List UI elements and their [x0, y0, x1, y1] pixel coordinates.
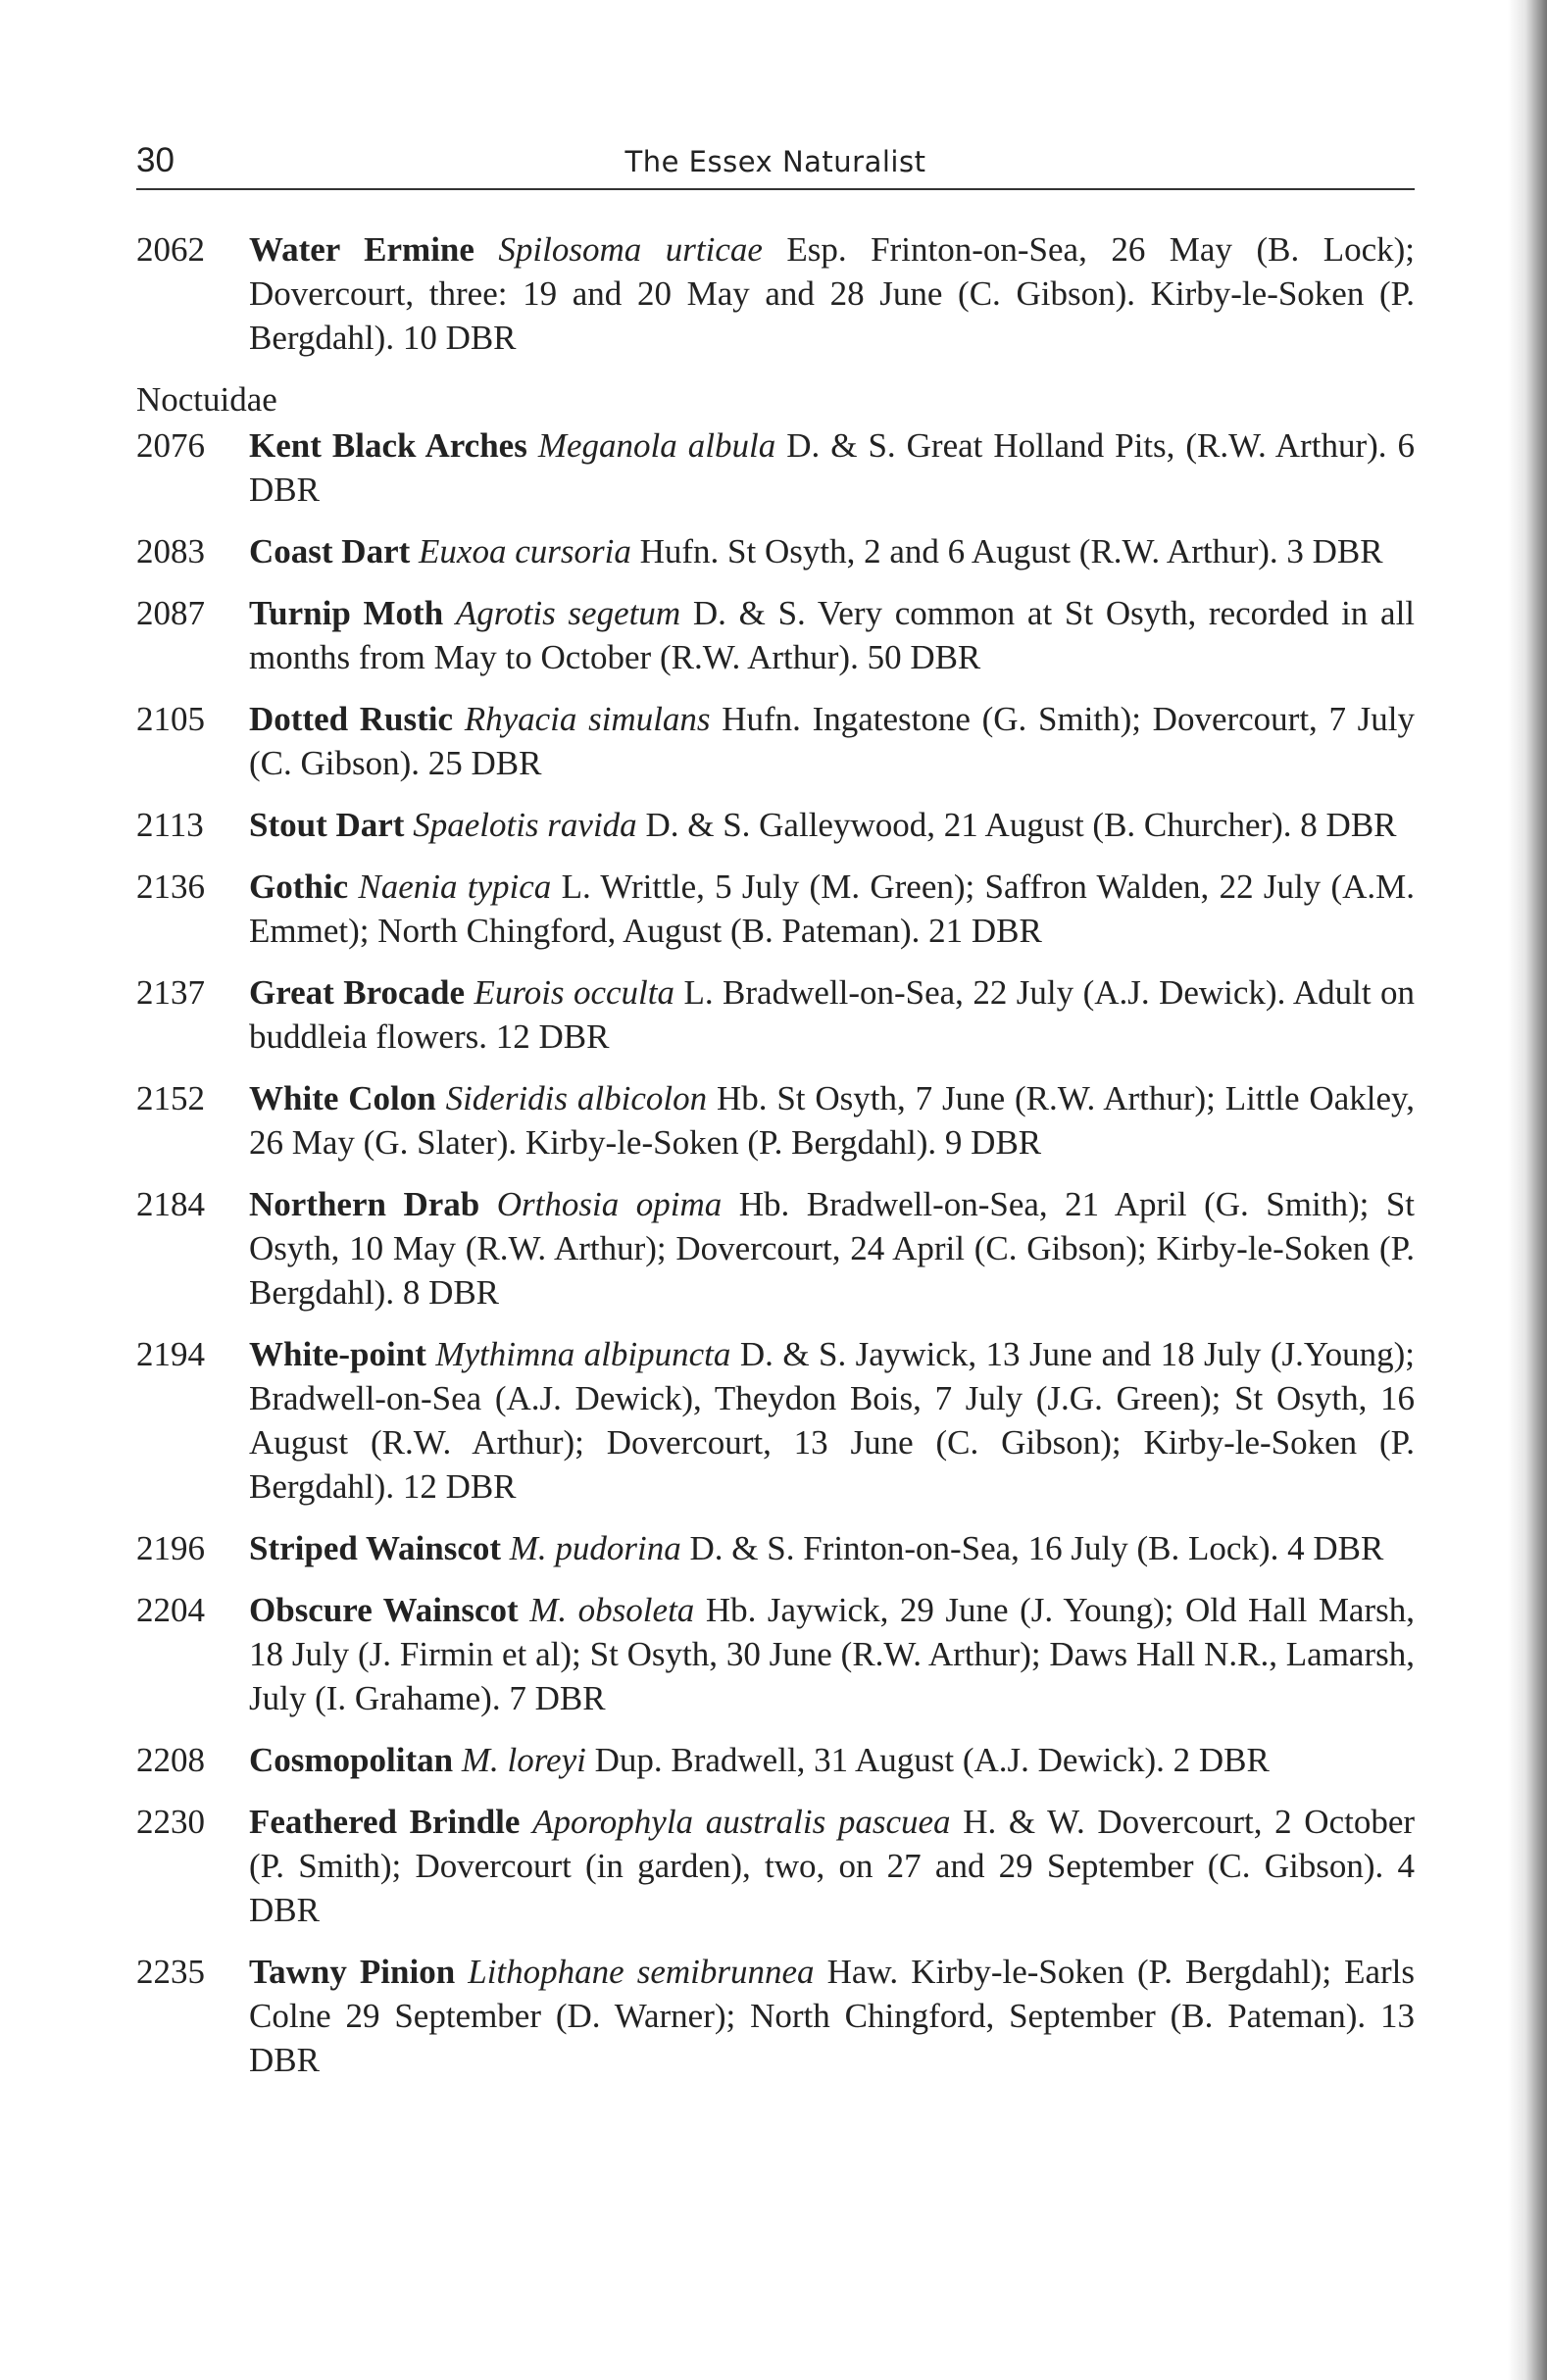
- species-entry: [136, 865, 1415, 953]
- common-name: Obscure Wainscot: [249, 1591, 519, 1629]
- page-edge-shadow: [1508, 0, 1547, 2380]
- entry-number: 2087: [136, 594, 205, 632]
- common-name: Water Ermine: [249, 230, 474, 269]
- entry-number: 2137: [136, 973, 205, 1012]
- page-body: [136, 227, 1415, 2100]
- scientific-name: Agrotis segetum: [455, 594, 681, 632]
- entry-text: [249, 591, 1415, 679]
- entry-number: 2105: [136, 700, 205, 738]
- scientific-name: M. obsoleta: [529, 1591, 695, 1629]
- common-name: Northern Drab: [249, 1185, 480, 1223]
- entry-text: [249, 1182, 1415, 1314]
- record-details: L. Bradwell-on-Sea, 22 July (A.J. Dewick). Adult on buddleia flowers. 12 DBR: [249, 973, 1416, 1056]
- record-details: D. & S. Jaywick, 13 June and 18 July (J.Young); Bradwell-on-Sea (A.J. Dewick), Theydon Bois, 7 July (J.G. Green); St Osyth, 16 August (R.W. Arthur); Dovercourt, 13 June (C. Gibson); Kirby-le-Soken (P. Bergdahl). 12 DBR: [249, 1335, 1416, 1506]
- entry-text: [249, 1738, 1415, 1782]
- entry-text: [249, 423, 1415, 512]
- record-details: Hufn. Ingatestone (G. Smith); Dovercourt, 7 July (C. Gibson). 25 DBR: [249, 700, 1416, 782]
- record-details: D. & S. Frinton-on-Sea, 16 July (B. Lock). 4 DBR: [689, 1529, 1384, 1567]
- record-details: Hb. Jaywick, 29 June (J. Young); Old Hall Marsh, 18 July (J. Firmin et al); St Osyth, 30 June (R.W. Arthur); Daws Hall N.R., Lamarsh, July (I. Grahame). 7 DBR: [249, 1591, 1415, 1717]
- entry-text: [249, 1076, 1415, 1165]
- species-entry: [136, 529, 1415, 573]
- scientific-name: Orthosia opima: [496, 1185, 723, 1223]
- entry-number: 2194: [136, 1335, 205, 1373]
- entry-number: 2136: [136, 868, 205, 906]
- record-details: Hb. St Osyth, 7 June (R.W. Arthur); Little Oakley, 26 May (G. Slater). Kirby-le-Soken (P. Bergdahl). 9 DBR: [249, 1079, 1415, 1162]
- entry-number: 2113: [136, 806, 204, 844]
- species-entry: [136, 970, 1415, 1059]
- entry-number: 2083: [136, 532, 205, 570]
- common-name: Dotted Rustic: [249, 700, 454, 738]
- species-entry: [136, 423, 1415, 512]
- entry-text: [249, 970, 1415, 1059]
- scientific-name: Naenia typica: [358, 868, 552, 906]
- scientific-name: Lithophane semibrunnea: [468, 1953, 815, 1991]
- scientific-name: Euxoa cursoria: [419, 532, 631, 570]
- scientific-name: Aporophyla australis pascuea: [532, 1803, 951, 1841]
- record-details: D. & S. Very common at St Osyth, recorded in all months from May to October (R.W. Arthur). 50 DBR: [249, 594, 1416, 676]
- common-name: White Colon: [249, 1079, 436, 1117]
- scientific-name: Mythimna albipuncta: [435, 1335, 731, 1373]
- species-entry: [136, 1526, 1415, 1570]
- common-name: Tawny Pinion: [249, 1953, 456, 1991]
- record-details: Dup. Bradwell, 31 August (A.J. Dewick). 2 DBR: [594, 1741, 1270, 1779]
- record-details: D. & S. Great Holland Pits, (R.W. Arthur). 6 DBR: [249, 426, 1415, 509]
- common-name: Gothic: [249, 868, 349, 906]
- record-details: L. Writtle, 5 July (M. Green); Saffron Walden, 22 July (A.M. Emmet); North Chingford, August (B. Pateman). 21 DBR: [249, 868, 1416, 950]
- common-name: Cosmopolitan: [249, 1741, 454, 1779]
- entry-text: [249, 227, 1415, 360]
- species-entry: [136, 1950, 1415, 2082]
- species-entry: [136, 697, 1415, 785]
- page-header: [136, 137, 1415, 190]
- species-entry: [136, 1182, 1415, 1314]
- entry-number: 2235: [136, 1953, 205, 1991]
- entry-number: 2196: [136, 1529, 205, 1567]
- entry-number: 2230: [136, 1803, 205, 1841]
- species-entry: [136, 1332, 1415, 1509]
- species-entry: [136, 591, 1415, 679]
- common-name: White-point: [249, 1335, 426, 1373]
- species-entry: [136, 1738, 1415, 1782]
- entry-number: 2062: [136, 230, 205, 269]
- entry-text: [249, 1800, 1415, 1932]
- entry-text: [249, 697, 1415, 785]
- common-name: Coast Dart: [249, 532, 411, 570]
- scientific-name: Rhyacia simulans: [464, 700, 711, 738]
- entry-number: 2152: [136, 1079, 205, 1117]
- common-name: Great Brocade: [249, 973, 466, 1012]
- entry-text: [249, 529, 1415, 573]
- entry-text: [249, 865, 1415, 953]
- entry-text: [249, 1526, 1415, 1570]
- entry-text: [249, 1332, 1415, 1509]
- scientific-name: Spaelotis ravida: [413, 806, 637, 844]
- scientific-name: M. pudorina: [509, 1529, 681, 1567]
- common-name: Kent Black Arches: [249, 426, 527, 465]
- scientific-name: M. loreyi: [461, 1741, 586, 1779]
- record-details: Haw. Kirby-le-Soken (P. Bergdahl); Earls Colne 29 September (D. Warner); North Chingford, September (B. Pateman). 13 DBR: [249, 1953, 1416, 2079]
- record-details: H. & W. Dovercourt, 2 October (P. Smith); Dovercourt (in garden), two, on 27 and 29 September (C. Gibson). 4 DBR: [249, 1803, 1416, 1929]
- species-entry: [136, 1076, 1415, 1165]
- entry-number: 2184: [136, 1185, 205, 1223]
- common-name: Striped Wainscot: [249, 1529, 502, 1567]
- record-details: D. & S. Galleywood, 21 August (B. Churcher). 8 DBR: [645, 806, 1397, 844]
- common-name: Feathered Brindle: [249, 1803, 521, 1841]
- common-name: Stout Dart: [249, 806, 405, 844]
- species-entry: [136, 803, 1415, 847]
- record-details: Esp. Frinton-on-Sea, 26 May (B. Lock); Dovercourt, three: 19 and 20 May and 28 June (C. Gibson). Kirby-le-Soken (P. Bergdahl). 10 DBR: [249, 230, 1416, 357]
- species-entry: [136, 227, 1415, 360]
- running-title: The Essex Naturalist: [624, 145, 926, 178]
- scientific-name: Sideridis albicolon: [445, 1079, 708, 1117]
- entry-number: 2076: [136, 426, 205, 465]
- family-heading: Noctuidae: [136, 380, 277, 419]
- scientific-name: Eurois occulta: [474, 973, 675, 1012]
- record-details: Hufn. St Osyth, 2 and 6 August (R.W. Arthur). 3 DBR: [639, 532, 1383, 570]
- entry-text: [249, 803, 1415, 847]
- species-entry: [136, 1588, 1415, 1720]
- entry-number: 2208: [136, 1741, 205, 1779]
- species-entry: [136, 1800, 1415, 1932]
- scientific-name: Spilosoma urticae: [498, 230, 763, 269]
- scientific-name: Meganola albula: [537, 426, 776, 465]
- entry-number: 2204: [136, 1591, 205, 1629]
- page-number: 30: [136, 141, 175, 179]
- common-name: Turnip Moth: [249, 594, 444, 632]
- entry-text: [249, 1588, 1415, 1720]
- entry-text: [249, 1950, 1415, 2082]
- record-details: Hb. Bradwell-on-Sea, 21 April (G. Smith); St Osyth, 10 May (R.W. Arthur); Dovercourt, 24 April (C. Gibson); Kirby-le-Soken (P. Bergdahl). 8 DBR: [249, 1185, 1416, 1312]
